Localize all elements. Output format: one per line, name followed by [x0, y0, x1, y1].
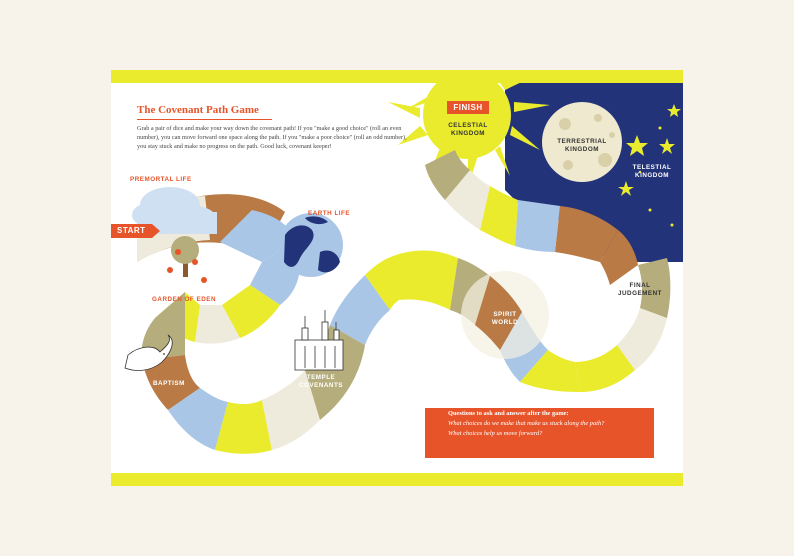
spirit-world-line-1: SPIRIT	[493, 311, 517, 318]
start-label: START	[117, 226, 146, 235]
spirit-world-line-2: WORLD	[491, 319, 519, 326]
celestial-line-1: CELESTIAL	[448, 122, 488, 129]
temple-covenants-label	[296, 374, 346, 390]
terrestrial-kingdom-label	[554, 138, 610, 154]
questions-heading: Questions to ask and answer after the game:	[448, 410, 569, 417]
telestial-line-2: KINGDOM	[635, 172, 669, 179]
celestial-kingdom-label	[442, 122, 494, 138]
spirit-world-label	[487, 311, 523, 327]
bottom-yellow-band	[111, 473, 683, 486]
baptism-label: BAPTISM	[153, 380, 185, 387]
sun-icon	[423, 71, 511, 159]
top-yellow-band-left	[111, 70, 399, 83]
earth-icon	[279, 213, 343, 277]
page-title: The Covenant Path Game	[137, 104, 259, 116]
final-judgement-line-2: JUDGEMENT	[617, 290, 663, 297]
earth-life-label: EARTH LIFE	[308, 210, 351, 217]
telestial-kingdom-label	[628, 164, 676, 180]
garden-of-eden-label: GARDEN OF EDEN	[152, 296, 217, 303]
title-rule	[137, 119, 272, 120]
terrestrial-line-1: TERRESTRIAL	[557, 138, 607, 145]
final-judgement-label	[614, 282, 666, 298]
final-judgement-line-1: FINAL	[629, 282, 651, 289]
terrestrial-line-2: KINGDOM	[565, 146, 599, 153]
celestial-line-2: KINGDOM	[451, 130, 485, 137]
premortal-life-label: PREMORTAL LIFE	[130, 176, 192, 183]
temple-covenants-line-2: COVENANTS	[298, 382, 344, 389]
finish-badge: FINISH	[447, 101, 489, 114]
intro-text: Grab a pair of dice and make your way down the covenant path! If you "make a good choice" (roll an even number), you can move forward one space along the path. If you "make a poor choice" (roll an odd number), you stay stuck and make no progress on the path. Good luck, covenant keeper!	[137, 125, 407, 150]
temple-covenants-line-1: TEMPLE	[306, 374, 336, 381]
question-1: What choices do we make that make us stuck along the path?	[448, 420, 605, 427]
telestial-line-1: TELESTIAL	[632, 164, 672, 171]
question-2: What choices help us move forward?	[448, 430, 543, 437]
